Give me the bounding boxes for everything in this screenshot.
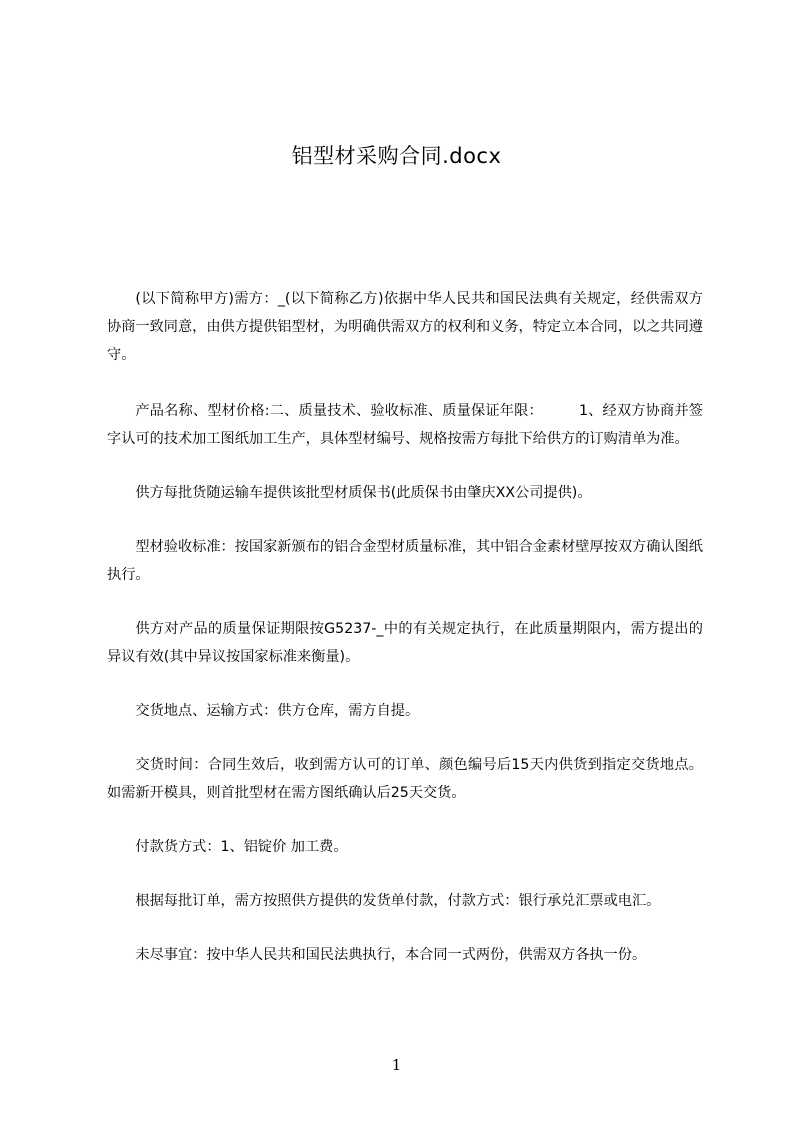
- paragraph-payment-terms: 根据每批订单，需方按照供方提供的发货单付款，付款方式：银行承兑汇票或电汇。: [135, 893, 661, 909]
- paragraph-product-quality: 产品名称、型材价格:二、质量技术、验收标准、质量保证年限： 1、经双方协商并签字认可的技术加工图纸加工生产，具体型材编号、规格按需方每批下给供方的订购清单为准。: [107, 403, 703, 447]
- paragraph-payment-method: 付款货方式：1、铝锭价 加工费。: [135, 839, 348, 855]
- paragraph-miscellaneous: 未尽事宜：按中华人民共和国民法典执行，本合同一式两份，供需双方各执一份。: [135, 947, 647, 963]
- paragraph-warranty-period: 供方对产品的质量保证期限按G5237-_中的有关规定执行，在此质量期限内，需方提出的异议有效(其中异议按国家标准来衡量)。: [107, 621, 703, 665]
- document-body: [107, 285, 703, 995]
- page-number: 1: [391, 1056, 402, 1074]
- paragraph-parties: (以下简称甲方)需方：_(以下简称乙方)依据中华人民共和国民法典有关规定，经供需双方协商一致同意，由供方提供铝型材，为明确供需双方的权利和义务，特定立本合同，以之共同遵守。: [107, 291, 703, 363]
- paragraph-delivery-time: 交货时间：合同生效后，收到需方认可的订单、颜色编号后15天内供货到指定交货地点。如需新开模具，则首批型材在需方图纸确认后25天交货。: [107, 757, 703, 801]
- paragraph-quality-certificate: 供方每批货随运输车提供该批型材质保书(此质保书由肇庆XX公司提供)。: [135, 485, 592, 501]
- document-title: 铝型材采购合同.docx: [291, 144, 502, 168]
- paragraph-delivery-location: 交货地点、运输方式：供方仓库，需方自提。: [135, 703, 420, 719]
- paragraph-acceptance-standard: 型材验收标准：按国家新颁布的铝合金型材质量标准，其中铝合金素材壁厚按双方确认图纸执行。: [107, 539, 703, 583]
